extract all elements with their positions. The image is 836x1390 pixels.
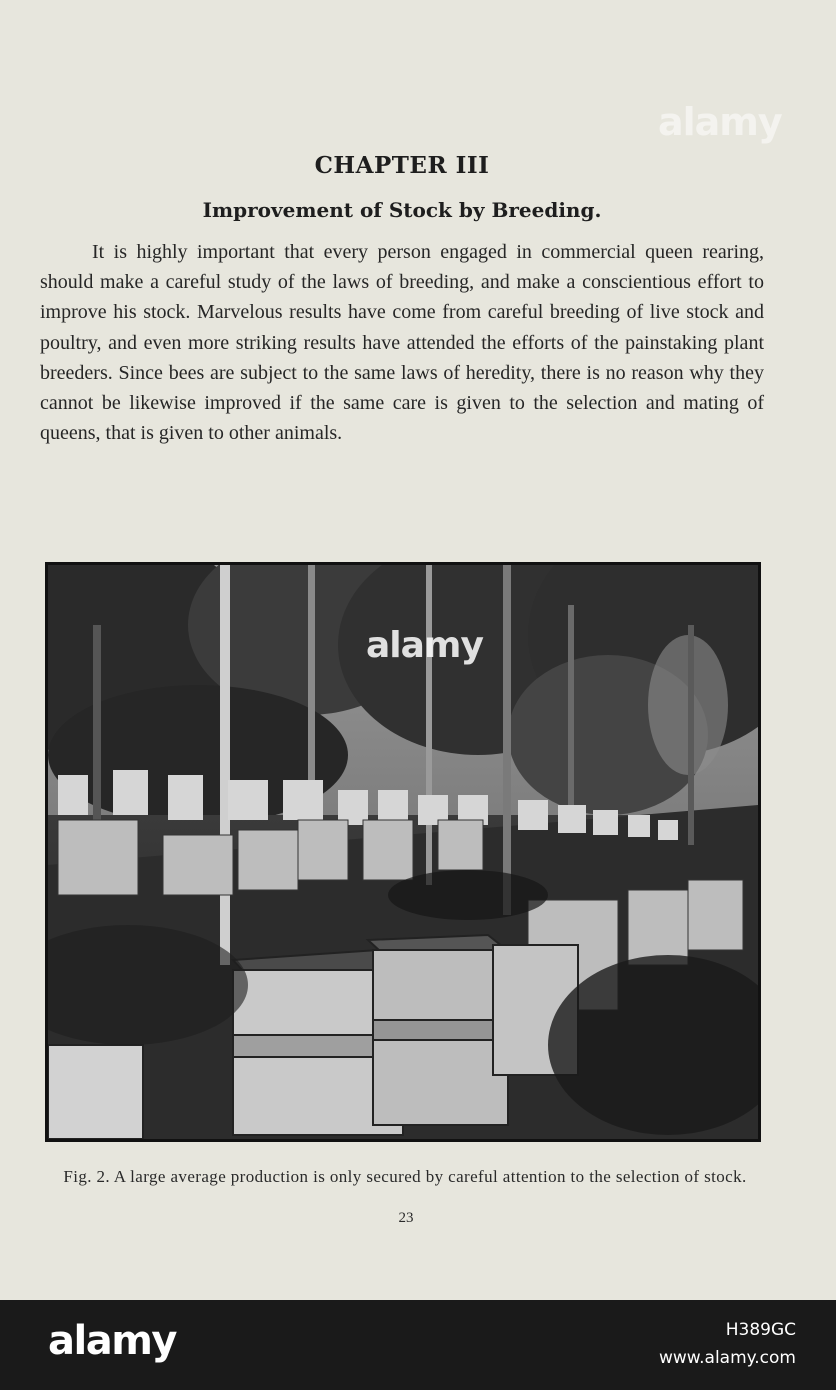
chapter-title: CHAPTER III [314, 152, 490, 179]
section-subtitle: Improvement of Stock by Breeding. [202, 198, 602, 222]
page-number: 23 [398, 1210, 414, 1226]
watermark-top: alamy [658, 100, 782, 144]
image-id-label: H389GC [725, 1320, 796, 1340]
watermark-center: alamy [366, 625, 483, 666]
stock-footer-bar [0, 1300, 836, 1390]
body-paragraph: It is highly important that every person engaged in commercial queen rearing, should make a careful study of the laws of breeding, and make a conscientious effort to improve his stock. Marvelous results have come from careful breeding of live stock and poultry, and even more striking results have attended the efforts of the painstaking plant breeders. Since bees are subject to the same laws of heredity, there is no reason why they cannot be likewise improved if the same care is given to the selection and mating of queens, that is given to other animals. [40, 241, 764, 445]
site-url-label: www.alamy.com [658, 1348, 796, 1368]
beehive-photograph [45, 562, 761, 1142]
figure-caption: Fig. 2. A large average production is only secured by careful attention to the selection of stock. [63, 1167, 747, 1186]
alamy-logo: alamy [48, 1318, 176, 1364]
